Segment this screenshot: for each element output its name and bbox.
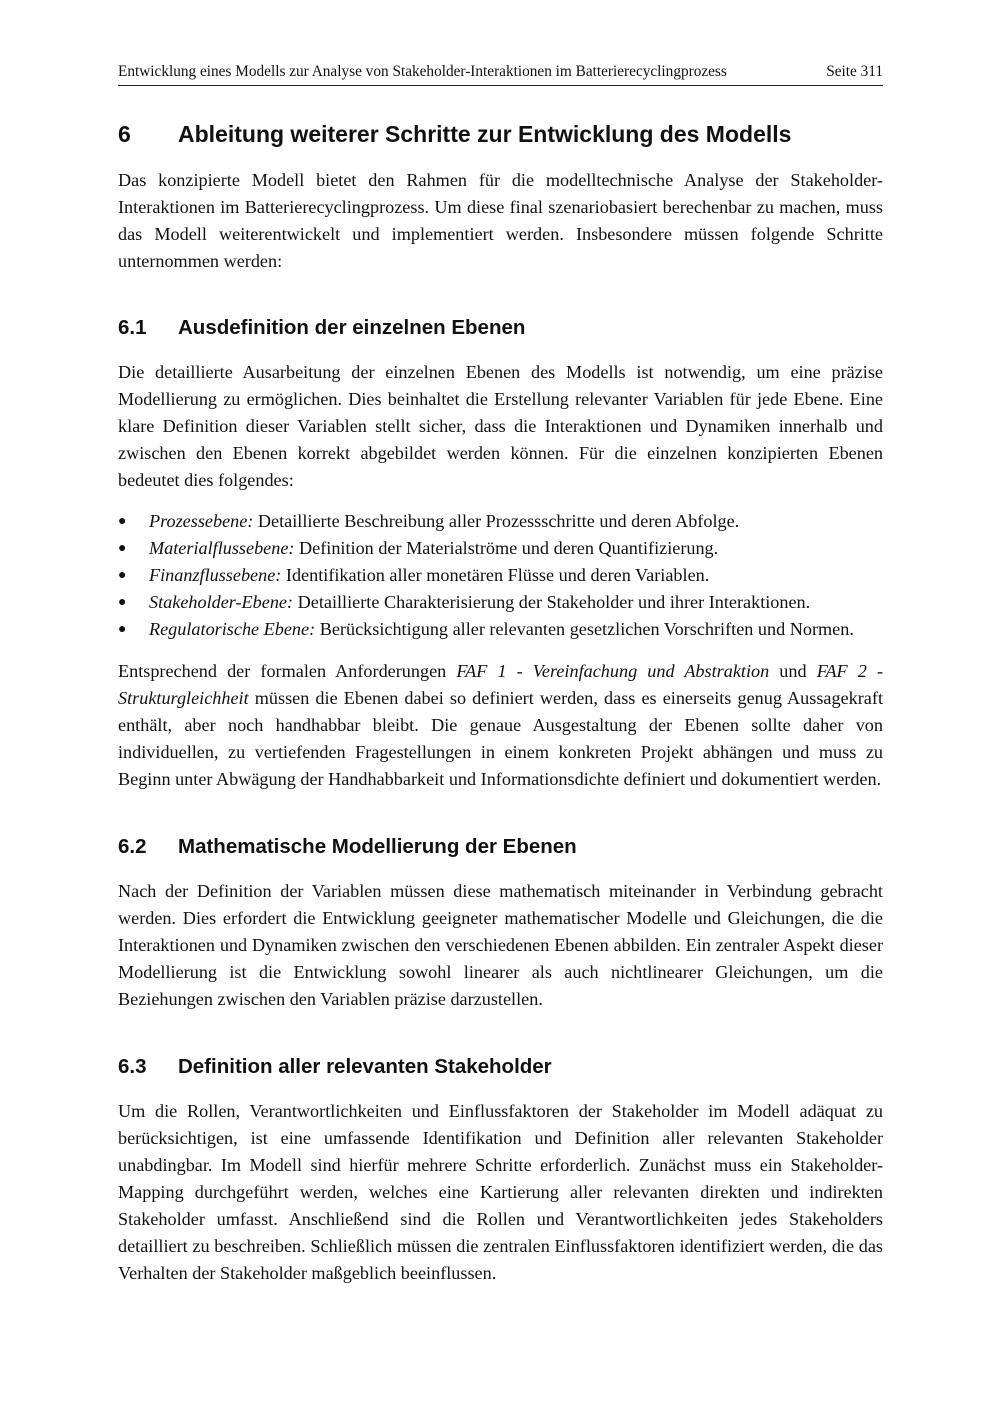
- paragraph-text: müssen die Ebenen dabei so definiert werden, dass es einerseits genug Aussagekraft enthält, aber noch handhabbar bleibt. Die genaue Ausgestaltung der Ebenen sollte daher von individuellen, zu vertiefenden Fragestellungen in einem konkreten Projekt abhängen und muss zu Beginn unter Abwägung der Handhabbarkeit und Informationsdichte definiert und dokumentiert werden.: [118, 688, 883, 789]
- chapter-title: Ableitung weiterer Schritte zur Entwicklung des Modells: [178, 121, 792, 147]
- list-item-label: Finanzflussebene:: [149, 565, 282, 585]
- list-item: [118, 589, 883, 616]
- list-item-body: [149, 535, 883, 562]
- list-item-text: Identifikation aller monetären Flüsse und deren Variablen.: [281, 565, 710, 585]
- section-number: 6.3: [118, 1055, 147, 1078]
- list-item-text: Definition der Materialströme und deren Quantifizierung.: [294, 538, 719, 558]
- list-item-body: [149, 562, 883, 589]
- layer-bullet-list: [118, 508, 883, 643]
- bullet-icon: ●: [118, 568, 127, 583]
- list-item-label: Prozessebene:: [149, 511, 254, 531]
- bullet-icon: ●: [118, 622, 127, 637]
- running-header-title: Entwicklung eines Modells zur Analyse von Stakeholder-Interaktionen im Batterierecyclingprozess: [118, 63, 727, 80]
- section-6-2-paragraph: Nach der Definition der Variablen müssen diese mathematisch miteinander in Verbindung gebracht werden. Dies erfordert die Entwicklung geeigneter mathematischer Modelle und Gleichungen, die die Interaktionen und Dynamiken zwischen den verschiedenen Ebenen abbilden. Ein zentraler Aspekt dieser Modellierung ist die Entwicklung sowohl linearer als auch nichtlinearer Gleichungen, um die Beziehungen zwischen den Variablen präzise darzustellen.: [118, 881, 883, 1009]
- requirement-reference-faf2: FAF 2 - Strukturgleichheit: [118, 661, 884, 708]
- list-item-text: Detaillierte Charakterisierung der Stakeholder und ihrer Interaktionen.: [293, 592, 811, 612]
- page-number: Seite 311: [826, 63, 883, 80]
- section-heading-6-2: [118, 833, 883, 861]
- list-item-body: [149, 508, 883, 535]
- chapter-number: 6: [118, 121, 131, 147]
- bullet-icon: ●: [118, 541, 127, 556]
- chapter-heading: [118, 119, 883, 149]
- requirement-reference-faf1: FAF 1 - Vereinfachung und Abstraktion: [456, 661, 770, 681]
- bullet-icon: ●: [118, 595, 127, 610]
- section-title: Ausdefinition der einzelnen Ebenen: [178, 316, 526, 339]
- list-item: [118, 535, 883, 562]
- chapter-intro-paragraph: Das konzipierte Modell bietet den Rahmen für die modelltechnische Analyse der Stakeholder-Interaktionen im Batterierecyclingprozess. Um diese final szenariobasiert berechenbar zu machen, muss das Modell weiterentwickelt und implementiert werden. Insbesondere müssen folgende Schritte unternommen werden:: [118, 170, 883, 271]
- list-item: [118, 562, 883, 589]
- list-item: [118, 616, 883, 643]
- section-6-1-paragraph-1: Die detaillierte Ausarbeitung der einzelnen Ebenen des Modells ist notwendig, um eine präzise Modellierung zu ermöglichen. Dies beinhaltet die Erstellung relevanter Variablen für jede Ebene. Eine klare Definition dieser Variablen stellt sicher, dass die Interaktionen und Dynamiken innerhalb und zwischen den Ebenen korrekt abgebildet werden können. Für die einzelnen konzipierten Ebenen bedeutet dies folgendes:: [118, 362, 883, 490]
- section-number: 6.2: [118, 835, 147, 858]
- list-item-label: Materialflussebene:: [149, 538, 295, 558]
- paragraph-text: und: [769, 661, 817, 681]
- section-title: Mathematische Modellierung der Ebenen: [178, 835, 577, 858]
- section-title: Definition aller relevanten Stakeholder: [178, 1055, 552, 1078]
- list-item-body: [149, 616, 883, 643]
- paragraph-text: Entsprechend der formalen Anforderungen: [118, 661, 457, 681]
- bullet-icon: ●: [118, 514, 127, 529]
- list-item-label: Regulatorische Ebene:: [149, 619, 316, 639]
- section-6-1-paragraph-2: [118, 658, 883, 793]
- running-header: [118, 62, 883, 86]
- document-page: [118, 62, 883, 1287]
- section-6-3-paragraph: Um die Rollen, Verantwortlichkeiten und Einflussfaktoren der Stakeholder im Modell adäquat zu berücksichtigen, ist eine umfassende Identifikation und Definition aller relevanten Stakeholder unabdingbar. Im Modell sind hierfür mehrere Schritte erforderlich. Zunächst muss ein Stakeholder-Mapping durchgeführt werden, welches eine Kartierung aller relevanten direkten und indirekten Stakeholder umfasst. Anschließend sind die Rollen und Verantwortlichkeiten jedes Stakeholders detailliert zu beschreiben. Schließlich müssen die zentralen Einflussfaktoren identifiziert werden, die das Verhalten der Stakeholder maßgeblich beeinflussen.: [118, 1101, 883, 1283]
- section-heading-6-1: [118, 314, 883, 342]
- list-item-body: [149, 589, 883, 616]
- section-number: 6.1: [118, 316, 147, 339]
- section-heading-6-3: [118, 1053, 883, 1081]
- list-item-text: Detaillierte Beschreibung aller Prozessschritte und deren Abfolge.: [253, 511, 740, 531]
- list-item-label: Stakeholder-Ebene:: [149, 592, 294, 612]
- list-item: [118, 508, 883, 535]
- list-item-text: Berücksichtigung aller relevanten gesetzlichen Vorschriften und Normen.: [315, 619, 854, 639]
